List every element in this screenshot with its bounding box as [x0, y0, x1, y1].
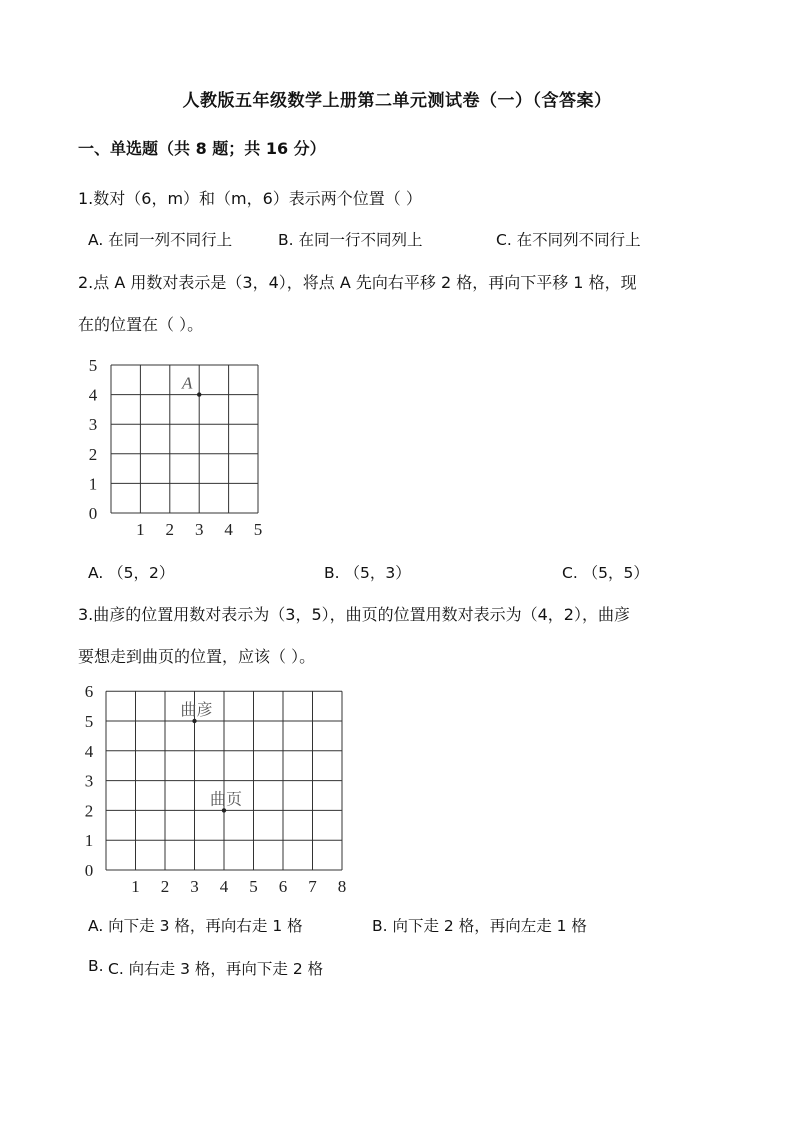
x-tick-label: 7: [308, 877, 317, 896]
y-tick-label: 5: [84, 712, 94, 731]
x-tick-label: 2: [160, 877, 170, 896]
y-tick-label: 1: [84, 831, 94, 851]
x-tick-label: 5: [249, 877, 258, 896]
y-tick-label: 3: [84, 771, 94, 791]
x-tick-label: 1: [131, 877, 140, 896]
x-tick-label: 6: [278, 877, 288, 896]
question-2-grid-figure: [80, 350, 280, 540]
y-tick-label: 2: [84, 801, 94, 821]
y-tick-label: 6: [84, 682, 94, 702]
question-1-option-b: B. 在同一行不同列上: [278, 231, 423, 249]
grid-point: [197, 392, 201, 396]
question-2-option-c: C. （5，5）: [562, 564, 649, 582]
x-tick-label: 1: [136, 520, 145, 539]
question-2-option-b: B. （5，3）: [324, 564, 411, 582]
question-3-option-b: B. 向下走 2 格，再向左走 1 格: [372, 917, 587, 935]
section-heading: 一、单选题（共 8 题；共 16 分）: [78, 139, 326, 158]
x-tick-label: 4: [219, 877, 229, 896]
grid-point-label: A: [182, 373, 193, 393]
x-tick-label: 3: [194, 520, 204, 539]
x-tick-label: 3: [190, 877, 199, 896]
question-3-grid: [85, 682, 347, 896]
y-tick-label: 4: [84, 741, 94, 761]
question-3-line-1: 3.曲彦的位置用数对表示为（3，5），曲页的位置用数对表示为（4，2），曲彦: [78, 605, 630, 624]
y-tick-label: 0: [88, 504, 98, 523]
y-tick-label: 3: [88, 415, 98, 435]
y-tick-label: 4: [88, 385, 98, 405]
y-tick-label: 0: [84, 861, 94, 880]
question-2-line-2: 在的位置在（ ）。: [78, 315, 204, 334]
grid-point-label: 曲页: [209, 791, 243, 809]
x-tick-label: 5: [253, 520, 263, 539]
x-tick-label: 8: [337, 877, 347, 896]
question-3-option-b-label: B.: [88, 957, 104, 975]
x-tick-label: 2: [165, 520, 175, 539]
y-tick-label: 1: [88, 474, 98, 494]
question-1-option-c: C. 在不同列不同行上: [496, 231, 641, 249]
question-1-text: 1.数对（6，m）和（m，6）表示两个位置（ ）: [78, 189, 422, 208]
grid-point: [222, 808, 226, 812]
y-tick-label: 2: [88, 444, 98, 464]
question-3-grid-figure: [76, 680, 366, 900]
question-2-option-a: A. （5，2）: [88, 564, 175, 582]
page-title: 人教版五年级数学上册第二单元测试卷（一）（含答案）: [182, 91, 612, 111]
question-2-line-1: 2.点 A 用数对表示是（3，4），将点 A 先向右平移 2 格，再向下平移 1 格，现: [78, 273, 637, 292]
x-tick-label: 4: [224, 520, 233, 539]
grid-point-label: 曲彦: [180, 702, 213, 719]
question-3-option-a: A. 向下走 3 格，再向右走 1 格: [88, 917, 303, 935]
question-3-line-2: 要想走到曲页的位置，应该（ ）。: [78, 647, 316, 666]
question-1-option-a: A. 在同一列不同行上: [88, 231, 233, 249]
grid-point: [192, 719, 196, 723]
question-3-option-c: C. 向右走 3 格，再向下走 2 格: [108, 960, 324, 978]
y-tick-label: 5: [88, 356, 98, 375]
question-2-grid: [89, 356, 263, 539]
